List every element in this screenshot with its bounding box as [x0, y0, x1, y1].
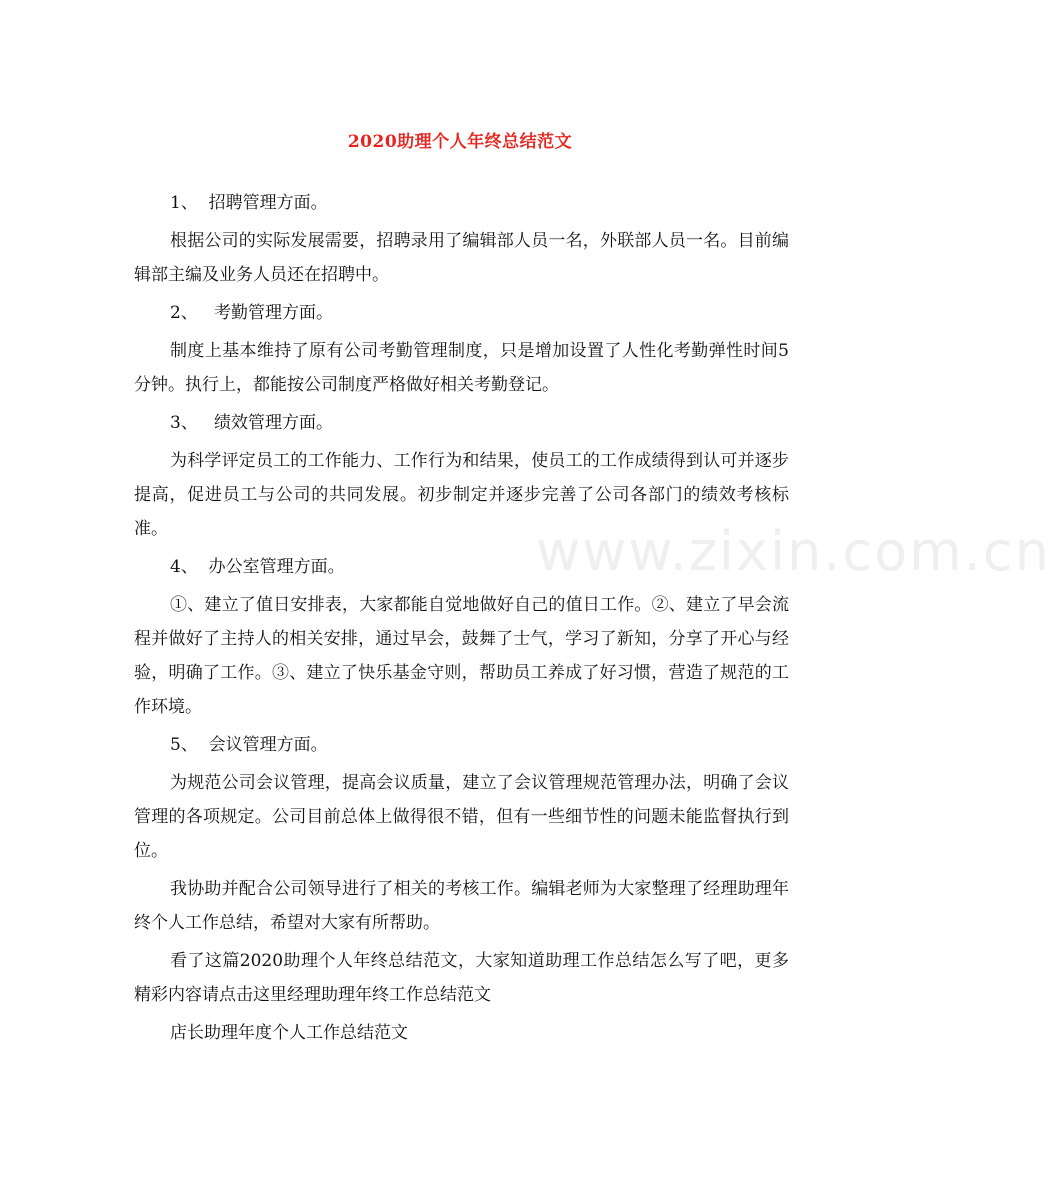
- paragraph-assessment: 我协助并配合公司领导进行了相关的考核工作。编辑老师为大家整理了经理助理年终个人工作总结，希望对大家有所帮助。: [134, 879, 789, 933]
- watermark: www.zixin.com.cn: [536, 520, 1051, 583]
- document-body: [134, 186, 789, 1054]
- paragraph-recruitment: 根据公司的实际发展需要，招聘录用了编辑部人员一名，外联部人员一名。目前编辑部主编及业务人员还在招聘中。: [134, 231, 789, 285]
- section-heading-meetings: 5、 会议管理方面。: [170, 735, 328, 755]
- paragraph-meetings: 为规范公司会议管理，提高会议质量，建立了会议管理规范管理办法，明确了会议管理的各项规定。公司目前总体上做得很不错，但有一些细节性的问题未能监督执行到位。: [134, 773, 789, 861]
- paragraph-office: ①、建立了值日安排表，大家都能自觉地做好自己的值日工作。②、建立了早会流程并做好了主持人的相关安排，通过早会，鼓舞了士气，学习了新知，分享了开心与经验，明确了工作。③、建立了快乐基金守则，帮助员工养成了好习惯，营造了规范的工作环境。: [134, 595, 789, 717]
- paragraph-performance: 为科学评定员工的工作能力、工作行为和结果，使员工的工作成绩得到认可并逐步提高，促进员工与公司的共同发展。初步制定并逐步完善了公司各部门的绩效考核标准。: [134, 451, 789, 539]
- section-heading-office: 4、 办公室管理方面。: [170, 557, 345, 577]
- paragraph-closing-link: 看了这篇2020助理个人年终总结范文，大家知道助理工作总结怎么写了吧，更多精彩内容请点击这里经理助理年终工作总结范文: [134, 951, 789, 1005]
- related-article-link: 店长助理年度个人工作总结范文: [170, 1023, 408, 1043]
- section-heading-recruitment: 1、 招聘管理方面。: [170, 193, 328, 213]
- section-heading-attendance: 2、 考勤管理方面。: [170, 303, 334, 323]
- paragraph-attendance: 制度上基本维持了原有公司考勤管理制度，只是增加设置了人性化考勤弹性时间5分钟。执行上，都能按公司制度严格做好相关考勤登记。: [134, 341, 789, 395]
- document-title: 2020助理个人年终总结范文: [347, 132, 573, 152]
- section-heading-performance: 3、 绩效管理方面。: [170, 413, 334, 433]
